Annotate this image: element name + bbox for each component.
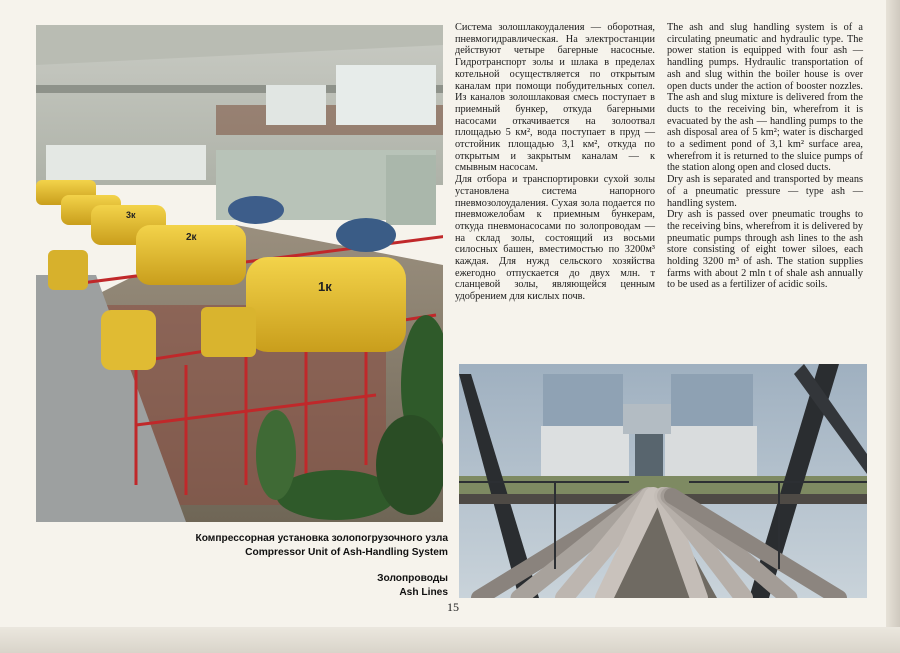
page-bottom-edge [0, 627, 900, 653]
caption-ashlines-en: Ash Lines [399, 587, 448, 598]
compressor-unit-photo [36, 25, 443, 522]
page-number: 15 [447, 600, 459, 614]
ru-paragraph-1: Система золошлакоудаления — оборотная, пневмогидравлическая. На электростанции действуют четыре багерные насосные. Гидротранспорт золы и шлака в пределах котельной осуществляется по открытым каналам при помощи побудительных сопел. Из каналов золошлаковая смесь поступает в приемный бункер, откуда багерными насосами откачивается на золоотвал площадью 5 км², вода поступает в пруд — отстойник площадью 3,1 км², откуда по открытым и закрытым каналам — к смывным насосам. [455, 22, 655, 174]
en-paragraph-1: The ash and slug handling system is of a circulating pneumatic and hydraulic type. The power station is equipped with four ash — handling pumps. Hydraulic transportation of ash and slug within the boiler house is over open ducts under the action of booster nozzles. The ash and slug mixture is delivered from the ducts to the receiving bin, wherefrom it is evacuated by the ash — handling pumps to the ash disposal area of 5 km²; water is discharged to a sediment pond of 3,1 km² surface area, wherefrom it is returned to the sluice pumps of the station along open and closed ducts. [667, 22, 863, 174]
unit-3-label: 3к [126, 210, 136, 220]
caption-compressor-ru: Компрессорная установка золопогрузочного узла [195, 533, 448, 544]
en-paragraph-3: Dry ash is passed over pneumatic troughs to the receiving bins, wherefrom it is delivered by pneumatic pumps through ash lines to the ash store consisting of eight tower siloes, each holding 3200 m³ of ash. The station supplies farms with about 2 mln t of shale ash annually to be used as a fertilizer of acidic soils. [667, 209, 863, 291]
compressor-photo-caption [150, 532, 448, 560]
ash-lines-illustration [459, 364, 867, 598]
en-paragraph-2: Dry ash is separated and transported by means of a pneumatic pressure — type ash — handling system. [667, 174, 863, 209]
ru-paragraph-2: Для отбора и транспортировки сухой золы установлена система напорного пневмозолоудаления. Сухая зола подается по пневможелобам к приемным бункерам, откуда пневмонасосами по золопроводам — на склад золы, состоящий из восьми силосных башен, вместимостью по 3200м³ каждая. Для нужд сельского хозяйства ежегодно отпускается до двух млн. т сланцевой золы, являющейся ценным удобрением для кислых почв. [455, 174, 655, 303]
english-text-column [667, 22, 863, 291]
russian-text-column [455, 22, 655, 303]
unit-2-label: 2к [186, 232, 197, 243]
compressor-hall-illustration [36, 25, 443, 522]
ash-lines-photo [459, 364, 867, 598]
unit-1-label: 1к [318, 279, 332, 294]
caption-compressor-en: Compressor Unit of Ash-Handling System [245, 547, 448, 558]
ashlines-photo-caption [150, 572, 448, 600]
caption-ashlines-ru: Золопроводы [377, 573, 448, 584]
page-edge-shadow [886, 0, 900, 653]
